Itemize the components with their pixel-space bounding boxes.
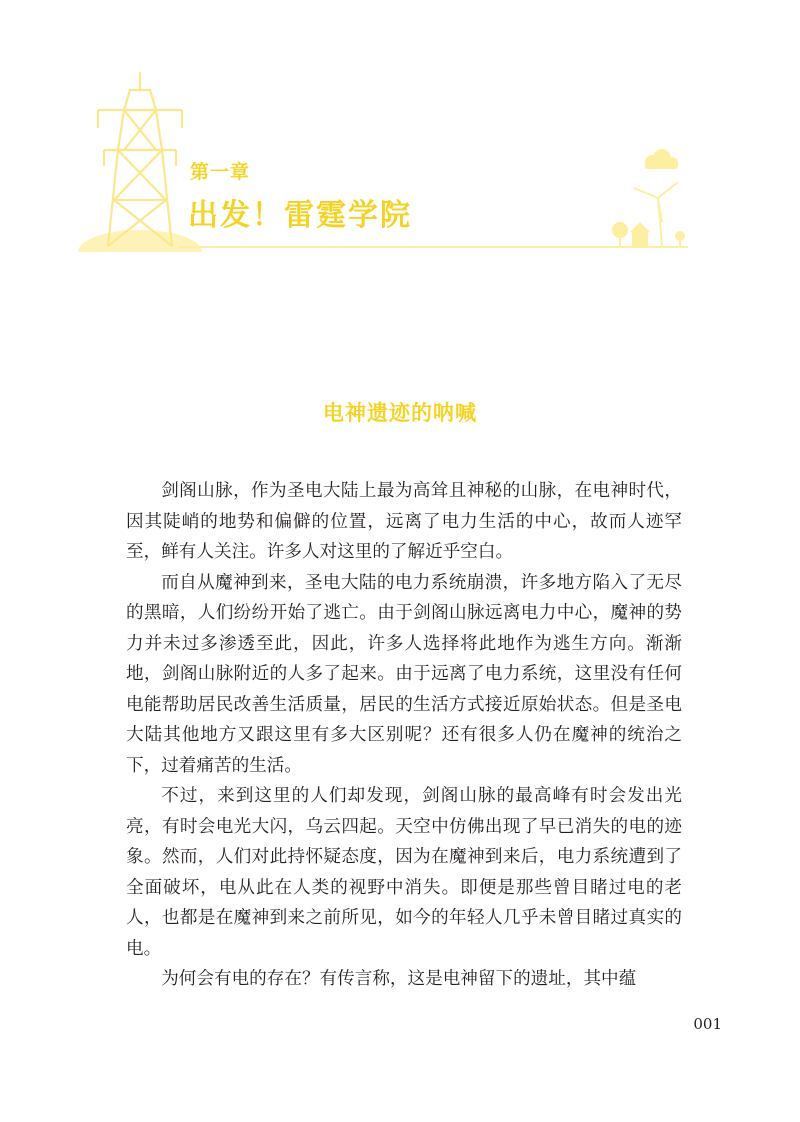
power-tower-icon <box>98 72 182 246</box>
paragraph: 为何会有电的存在？有传言称，这是电神留下的遗址，其中蕴 <box>161 969 637 989</box>
page-number: 001 <box>693 1015 722 1033</box>
body-text <box>126 476 682 995</box>
cloud-icon <box>645 149 678 169</box>
house-icon <box>630 222 650 246</box>
chapter-title: 出发！雷霆学院 <box>188 198 412 233</box>
paragraph: 不过，来到这里的人们却发现，剑阁山脉的最高峰有时会发出光亮，有时会电光大闪，乌云四起。天空中仿佛出现了早已消失的电的迹象。然而，人们对此持怀疑态度，因为在魔神到来后，电力系统遭到了全面破坏，电从此在人类的视野中消失。即便是那些曾目睹过电的老人，也都是在魔神到来之前所见，如今的年轻人几乎未曾目睹过真实的电。 <box>126 786 682 959</box>
chapter-number: 第一章 <box>190 161 251 183</box>
tree-icon <box>612 222 685 246</box>
section-title: 电神遗迹的呐喊 <box>323 401 477 425</box>
paragraph: 剑阁山脉，作为圣电大陆上最为高耸且神秘的山脉，在电神时代，因其陡峭的地势和偏僻的位置，远离了电力生活的中心，故而人迹罕至，鲜有人关注。许多人对这里的了解近乎空白。 <box>126 481 682 562</box>
paragraph: 而自从魔神到来，圣电大陆的电力系统崩溃，许多地方陷入了无尽的黑暗，人们纷纷开始了逃亡。由于剑阁山脉远离电力中心，魔神的势力并未过多渗透至此，因此，许多人选择将此地作为逃生方向。渐渐地，剑阁山脉附近的人多了起来。由于远离了电力系统，这里没有任何电能帮助居民改善生活质量，居民的生活方式接近原始状态。但是圣电大陆其他地方又跟这里有多大区别呢？还有很多人仍在魔神的统治之下，过着痛苦的生活。 <box>126 572 682 776</box>
